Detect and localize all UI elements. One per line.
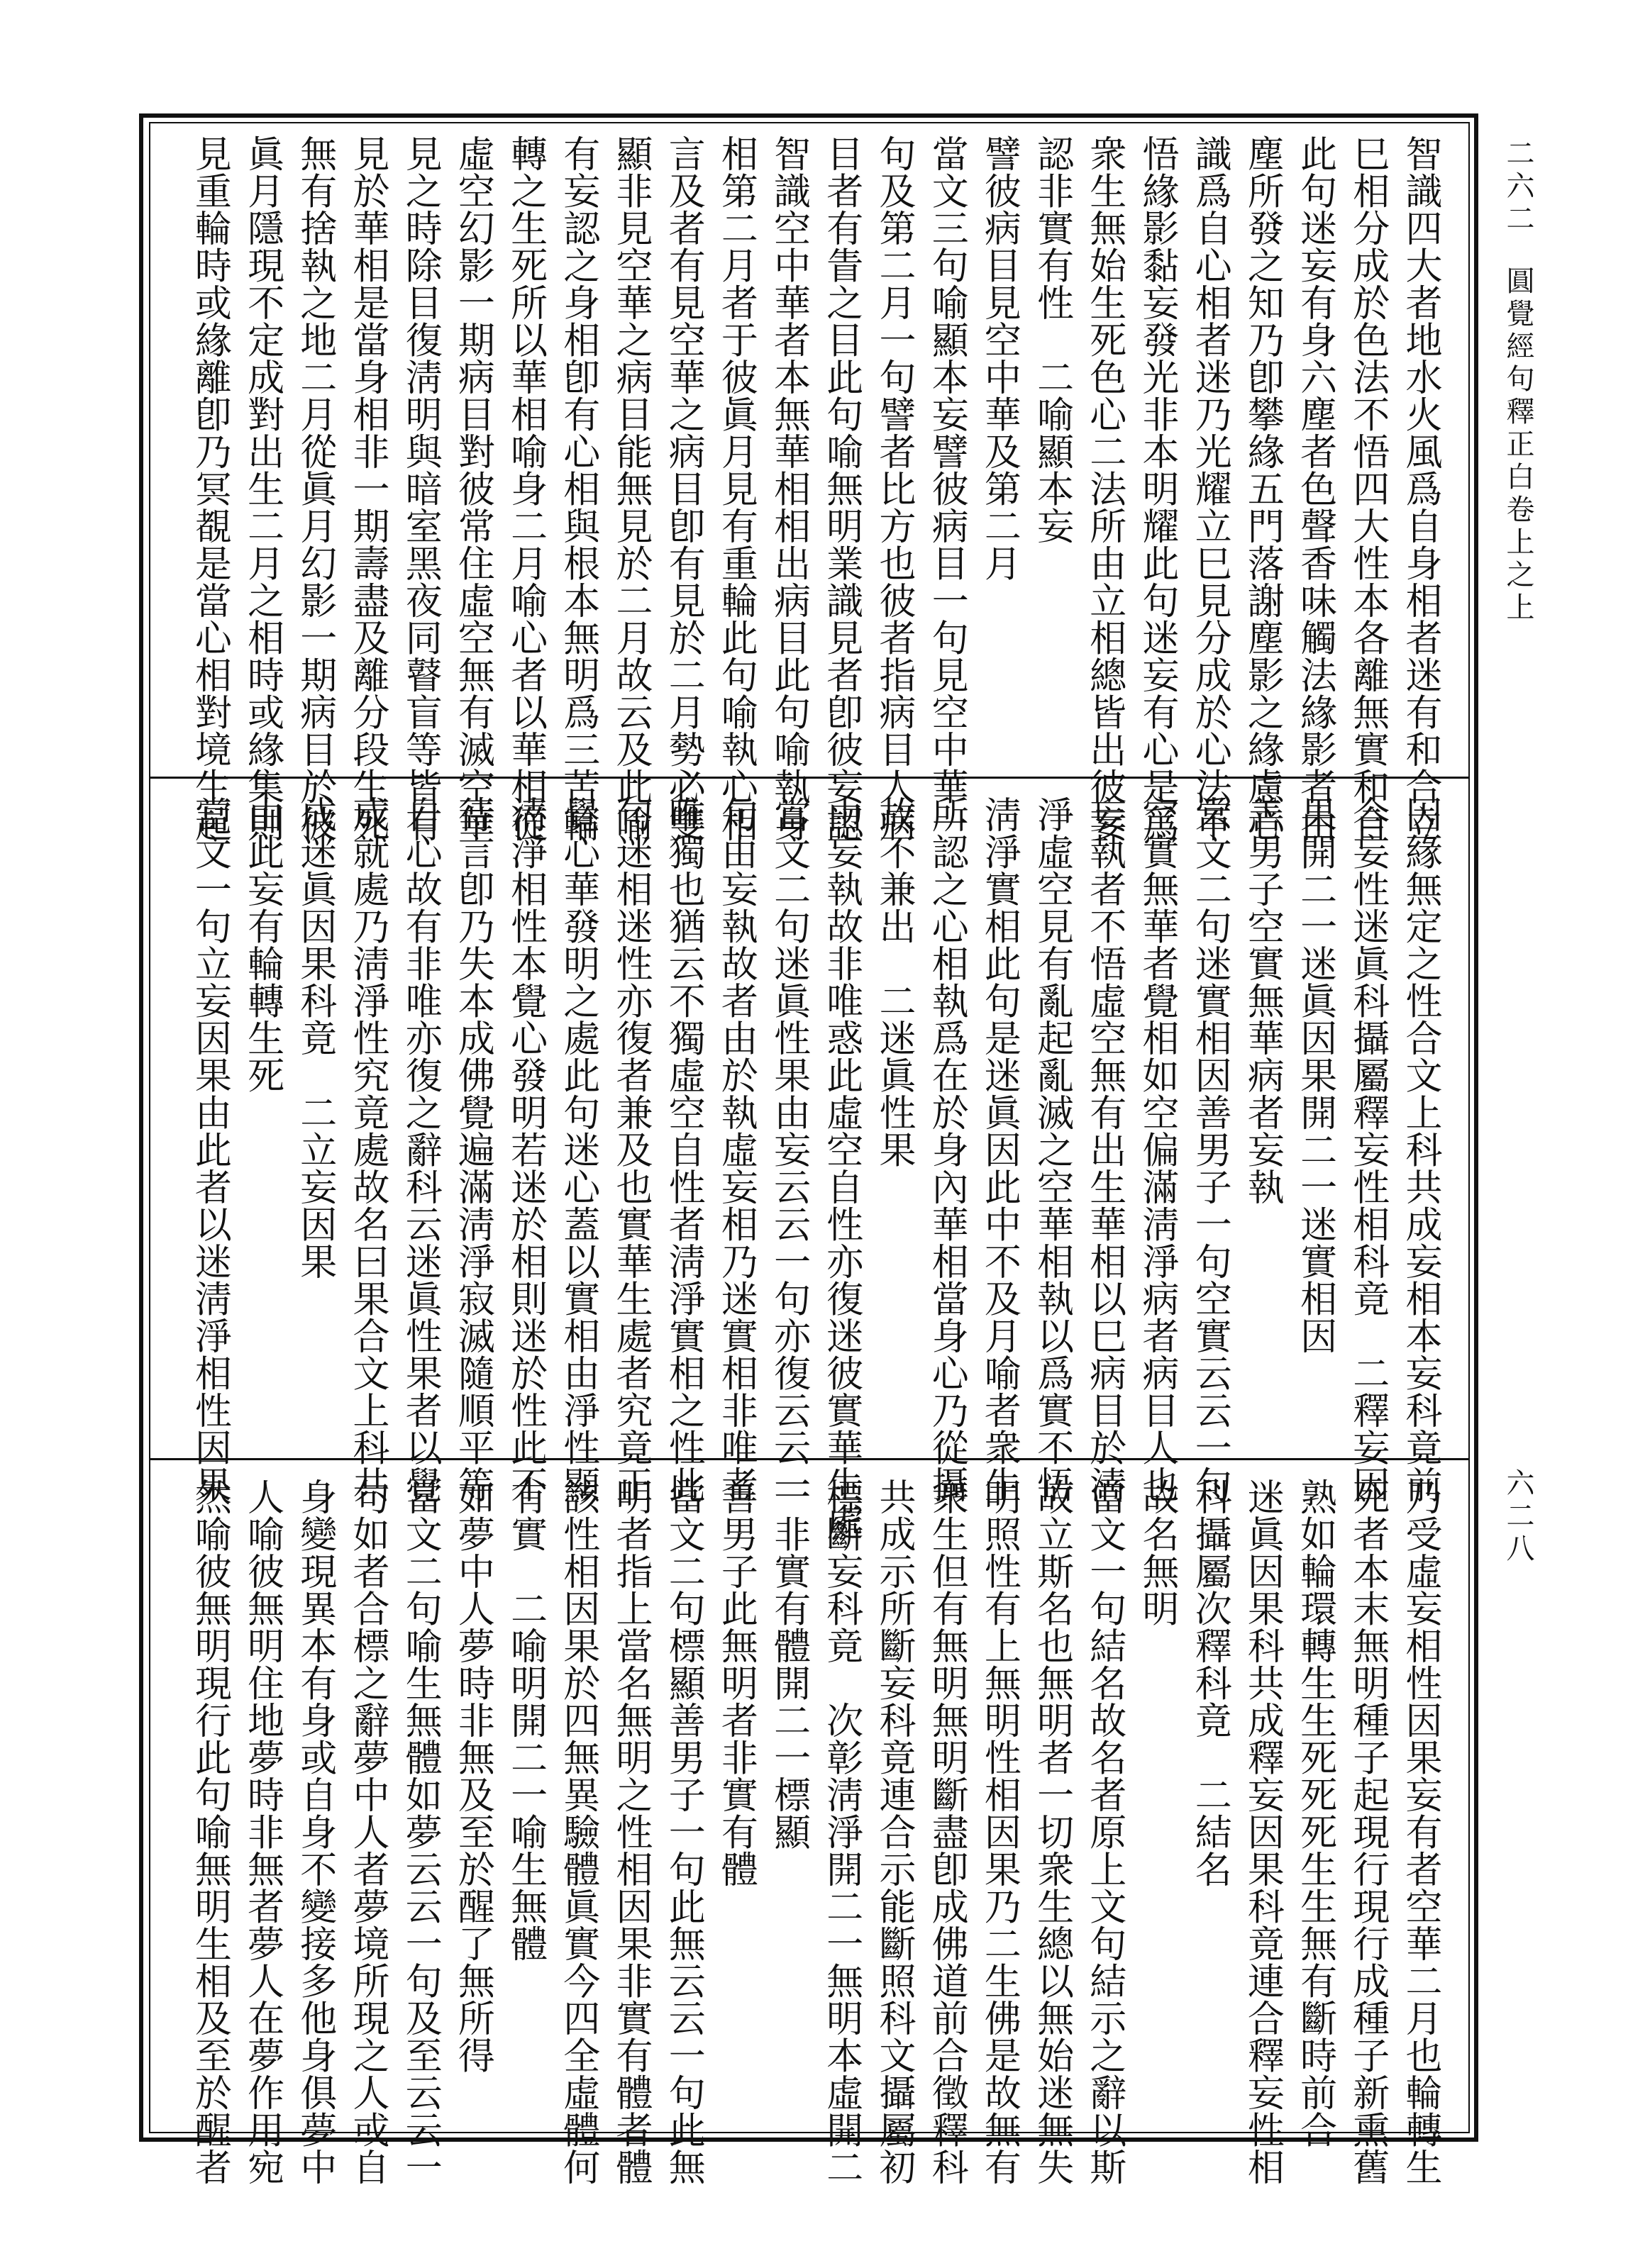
text-column: 言及者有見空華之病目卽有見於二月勢必雙 bbox=[662, 135, 705, 843]
text-column: 當文二句迷實相因善男子一句空實云云一句 bbox=[1188, 796, 1231, 1503]
running-title: 圓覺經句釋正白卷上之上 bbox=[1502, 266, 1534, 625]
text-column: 虛空幻影一期病目對彼常住虛空無有滅空華 bbox=[451, 135, 494, 843]
text-column: 顯非見空華之病目能無見於二月故云及此喻 bbox=[609, 135, 652, 843]
text-column: 巳相分成於色法不悟四大性本各離無實和合 bbox=[1346, 135, 1389, 843]
text-column: 科攝屬次釋科竟 二結名 bbox=[1188, 1478, 1231, 1888]
text-column: 悟緣影黏妄發光非本明耀此句迷妄有心是爲 bbox=[1136, 135, 1178, 843]
text-column: 合妄性迷眞科攝屬釋妄性相科竟 二釋妄因 bbox=[1346, 796, 1389, 1503]
text-column: 待言卽乃失本成佛覺遍滿淸淨寂滅隨順平等 bbox=[451, 796, 494, 1503]
text-column: 句及第二月一句譬者比方也彼者指病目人病 bbox=[873, 135, 915, 843]
text-column: 淨虛空見有亂起亂滅之空華相執以爲實不悟 bbox=[1030, 796, 1073, 1503]
text-column: 有妄認之身相卽有心相與根本無明爲三苦輪 bbox=[556, 135, 599, 843]
text-column: 當文一句結名故名者原上文句結示之辭以斯 bbox=[1082, 1478, 1126, 2186]
text-column: 乃受虛妄相性因果妄有者空華二月也輪轉生 bbox=[1399, 1478, 1441, 2186]
text-column: 句迷相迷性亦復者兼及也實華生處者究竟正 bbox=[609, 796, 652, 1503]
text-column: 見於華相是當身相非一期壽盡及離分段生死 bbox=[346, 135, 389, 843]
text-column: 當文二句喻生無體如夢云云一句及至云云一 bbox=[399, 1478, 442, 2186]
text-column: 見重輪時或緣離卽乃冥覩是當心相對境生起 bbox=[188, 135, 231, 843]
text-column: 一非實有體開二一標顯 bbox=[767, 1478, 810, 1850]
text-column: 句由妄執故者由於執虛妄相乃迷實相非唯者 bbox=[714, 796, 758, 1503]
text-column: 見之時除目復淸明與暗室黑夜同瞽盲等皆有 bbox=[399, 135, 442, 843]
text-column: 句如者合標之辭夢中人者夢境所現之人或自 bbox=[346, 1478, 389, 2186]
text-column: 智識四大者地水火風爲自身相者迷有和合立 bbox=[1399, 135, 1441, 843]
text-column: 衆生無始生死色心二法所由立相總皆出彼妄 bbox=[1082, 135, 1126, 843]
text-column: 該性相因果於四無異驗體眞實今四全虛體何 bbox=[556, 1478, 599, 2186]
text-column: 所認之心相執爲在於身內華相當身心乃從攝 bbox=[925, 796, 968, 1503]
text-column: 果開二一迷眞因果開二一迷實相因 bbox=[1293, 796, 1336, 1355]
text-column: 當文一句立妄因果由此者以迷淸淨相性因果 bbox=[188, 796, 231, 1503]
text-column: 善男子空實無華病者妄執 bbox=[1241, 796, 1284, 1206]
text-column: 迷眞因果科共成釋妄因果科竟連合釋妄性相 bbox=[1241, 1478, 1284, 2186]
text-column: 衆生但有無明無明斷盡卽成佛道前合徵釋科 bbox=[925, 1478, 968, 2186]
text-column: 人喻彼無明住地夢時非無者夢人在夢作用宛 bbox=[240, 1478, 284, 2186]
text-column: 故名無明 bbox=[1136, 1478, 1178, 1627]
text-column: 目者有眚之目此句喻無明業識見者卽彼妄認 bbox=[819, 135, 863, 843]
text-column: 自心故有非唯亦復之辭科云迷眞性果者以覺 bbox=[399, 796, 442, 1503]
text-column: 由此妄有輪轉生死 bbox=[240, 796, 284, 1094]
text-column: 當文二句標顯善男子一句此無云云一句此無 bbox=[662, 1478, 705, 2186]
text-column: 明者指上當名無明之性相因果非實有體者體 bbox=[609, 1478, 652, 2186]
text-column: 淸淨相性本覺心發明若迷於相則迷於性此不 bbox=[504, 796, 547, 1503]
page-number-left: 二六二 bbox=[1502, 138, 1534, 236]
text-column: 認非實有性 二喻顯本妄 bbox=[1030, 135, 1073, 545]
text-column: 死者本末無明種子起現行現行成種子新熏舊 bbox=[1346, 1478, 1389, 2186]
text-column: 有實 二喻明開二一喻生無體 bbox=[504, 1478, 547, 1962]
text-column: 空實無華者覺相如空偏滿淸淨病者病目人也 bbox=[1136, 796, 1178, 1503]
text-column: 明照性有上無明性相因果乃二生佛是故無有 bbox=[978, 1478, 1021, 2186]
text-column: 身變現異本有身或自身不變接多他身俱夢中 bbox=[293, 1478, 336, 2186]
text-column: 然喻彼無明現行此句喻無明生相及至於醒者 bbox=[188, 1478, 231, 2186]
text-column: 相第二月者于彼眞月見有重輪此句喻執心相 bbox=[714, 135, 758, 843]
text-column: 標斷妄科竟 次彰淸淨開二一無明本虛開二 bbox=[819, 1478, 863, 2186]
text-column: 淸淨實相此句是迷眞因此中不及月喻者衆生 bbox=[978, 796, 1021, 1503]
text-column: 唯獨也猶云不獨虛空自性者淸淨實相之性此 bbox=[662, 796, 705, 1503]
text-column: 因緣無定之性合文上科共成妄相本妄科竟前 bbox=[1399, 796, 1441, 1503]
text-column: 此句迷妄有身六塵者色聲香味觸法緣影者由 bbox=[1293, 135, 1336, 843]
text-column: 故立斯名也無明者一切衆生總以無始迷無失 bbox=[1030, 1478, 1073, 2186]
text-column: 共成示所斷妄科竟連合示能斷照科文攝屬初 bbox=[873, 1478, 915, 2186]
text-column: 由妄執故非唯惑此虛空自性亦復迷彼實華生處 bbox=[819, 796, 863, 1540]
text-column: 譬彼病目見空中華及第二月 bbox=[978, 135, 1021, 582]
text-column: 智識空中華者本無華相相出病目此句喻執身 bbox=[767, 135, 810, 843]
text-column: 眞月隱現不定成對出生二月之相時或緣集則 bbox=[240, 135, 284, 843]
text-column: 覺心華發明之處此句迷心蓋以實相由淨性顯 bbox=[556, 796, 599, 1503]
text-column: 當文三句喻顯本妄譬彼病目一句見空中華一 bbox=[925, 135, 968, 843]
text-column: 無有捨執之地二月從眞月幻影一期病目於彼 bbox=[293, 135, 336, 843]
text-column: 妄執者不悟虛空無有出生華相以巳病目於淸 bbox=[1082, 796, 1126, 1503]
text-column: 識爲自心相者迷乃光耀立巳見分成於心法不 bbox=[1188, 135, 1231, 843]
page-number-right: 六二八 bbox=[1502, 1468, 1534, 1566]
text-column: 故不兼出 二迷眞性果 bbox=[873, 796, 915, 1168]
text-column: 如夢中人夢時非無及至於醒了無所得 bbox=[451, 1478, 494, 2074]
text-column: 轉之生死所以華相喻身二月喻心者以華相從 bbox=[504, 135, 547, 843]
text-column: 當文二句迷眞性果由妄云云一句亦復云云一 bbox=[767, 796, 810, 1503]
text-column: 塵所發之知乃卽攀緣五門落謝塵影之緣慮心 bbox=[1241, 135, 1284, 843]
text-column: 善男子此無明者非實有體 bbox=[714, 1478, 758, 1888]
text-column: 成迷眞因果科竟 二立妄因果 bbox=[293, 796, 336, 1280]
text-column: 成就處乃淸淨性究竟處故名曰果合文上科共 bbox=[346, 796, 389, 1503]
text-column: 熟如輪環轉生生死死死生生無有斷時前合 bbox=[1293, 1478, 1336, 2148]
